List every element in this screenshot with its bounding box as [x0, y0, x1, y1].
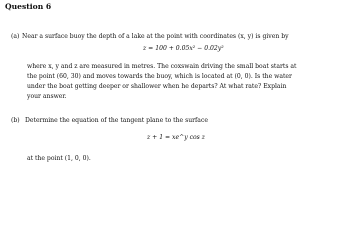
part-a-line-1: Near a surface buoy the depth of a lake at the point with coordinates (x, y) is given by: [22, 33, 289, 40]
part-b-line-1: Determine the equation of the tangent plane to the surface: [25, 117, 208, 124]
part-a-line-3: the point (60, 30) and moves towards the buoy, which is located at (0, 0). Is the water: [27, 73, 292, 80]
part-a-line-4: under the boat getting deeper or shallower when he departs? At what rate? Explain: [27, 83, 287, 90]
question-title: Question 6: [5, 2, 52, 11]
part-a-depth-equation: z = 100 + 0.05x² − 0.02y²: [143, 45, 224, 52]
part-a-label: (a): [11, 33, 20, 40]
part-a-line-2: where x, y and z are measured in metres. The coxswain driving the small boat starts at: [27, 63, 297, 70]
part-a-line-5: your answer.: [27, 93, 67, 100]
part-b-surface-equation: z + 1 = xe^y cos z: [147, 134, 205, 141]
part-b-line-2: at the point (1, 0, 0).: [27, 155, 91, 162]
part-b-label: (b): [11, 117, 20, 124]
